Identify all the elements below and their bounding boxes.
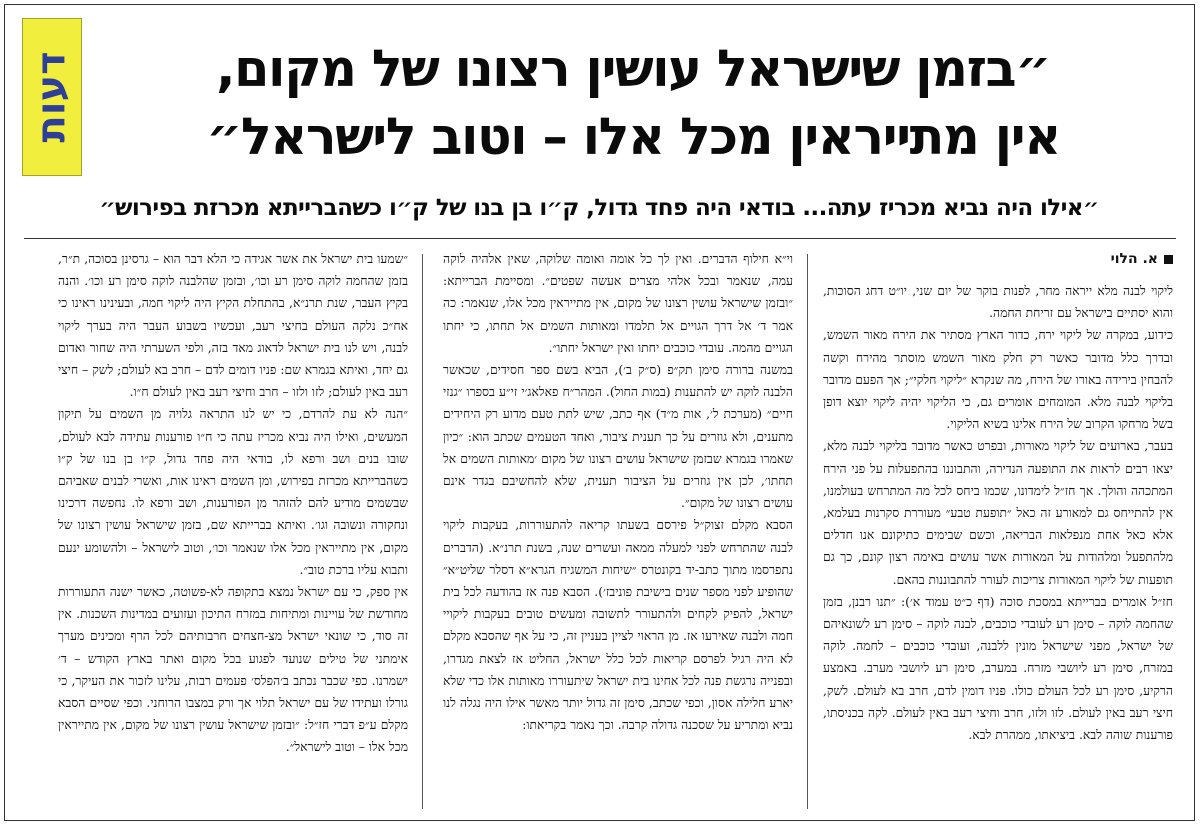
section-label: דעות bbox=[29, 51, 75, 143]
article-body bbox=[38, 248, 1173, 813]
paragraph: ״שמעו בית ישראל את אשר אגידה כי הלא דבר הוא – גרסינן בסוכה, ת״ר, בזמן שהחמה לוקה סימן רע וכו׳, ובזמן שהלבנה לוקה סימן רע וכו׳. והנה בקיץ העבר, שנת תרנ״א, בהתחלת הקיץ היה ליקוי חמה, ובעינינו ראינו כי אח״כ נלקה העולם בחיצי רעב, ועכשיו בשבוע העבר היה בערך ליקוי לבנה, ויש לנו בית ישראל לדאוג מאד בזה, ולפי השערתי היה שחור ואדום גם יחד, ואיתא בגמרא שם: פניו דומים לדם – חרב בא לעולם; לשק – חיצי רעב באין לעולם; לזו ולזו – חרב וחיצי רעב באין לעולם ח״ו. bbox=[58, 252, 408, 400]
section-label-tab bbox=[22, 18, 82, 176]
byline-author: א. הלוי bbox=[1110, 251, 1158, 267]
subheadline: ״אילו היה נביא מכריז עתה... בודאי היה פחד גדול, ק״ו בן בנו של ק״ו כשהברייתא מכרזת בפירוש״ bbox=[99, 195, 1099, 221]
headline-line-1: ״בזמן שישראל עושין רצונו של מקום, bbox=[216, 40, 1050, 99]
paragraph: בעבר, בארועים של ליקוי מאורות, ובפרט כאשר מדובר בליקוי לבנה מלא, יצאו רבים לראות את התופעה הנדירה, והתבוננו בהתפעלות על פני הירח המתכהה והולך. אך חז״ל לימדונו, שכמו ביחס לכל מה המתרחש בעולמנו, אין להתייחס גם למאורע זה כאל ״תופעת טבע״ מעוררת סקרנות בעלמא, אלא כאל אחת מנפלאות הבריאה, וכשם שבימים כתיקונם אנו חדלים מלהתפעל ומלהודות על המאורות אשר עושים באימה רצון קונם, כך גם תופעות של ליקוי המאורות צריכות לעורר להתבוננות בהאם. bbox=[823, 439, 1173, 587]
column-divider bbox=[807, 254, 808, 809]
subheadline-divider bbox=[24, 238, 1176, 239]
paragraph: במשנה ברורה סימן תק״פ (ס״ק ב׳), הביא בשם ספר חסידים, שכאשר הלבנה לוקה יש להתענות (במות החול). המהר״ח פאלאג׳י זי״ע בספרו ״גנזי חיים״ (מערכת ל׳, אות מ״ד) אף כתב, שיש לתת טעם מדוע רק היחידים מתענים, ולא גוזרים על כך תענית ציבור, ואחד הטעמים שכתב הוא: ״כיון שאמרו בגמרא שבזמן שישראל עושים רצונו של מקום ׳מאותות השמים אל תחתו׳, לכן אין גוזרים על הציבור תענית, שלא להחשיבם בגדר אינם עושים רצונו של מקום״. bbox=[443, 363, 793, 511]
headline bbox=[95, 36, 1171, 172]
paragraph: ליקוי לבנה מלא ייראה מחר, לפנות בוקר של יום שני, יו״ט דחג הסוכות, והוא יסתיים בישראל עם זריחת החמה. bbox=[823, 284, 1173, 321]
paragraph: וי״א חילוף הדברים. ואין לך כל אומה ואומה שלוקה, שאין אלהיה לוקה עמה, שנאמר ובכל אלהי מצרים אעשה שפטים״. ומסיימת הברייתא: ״ובזמן שישראל עושין רצונו של מקום, אין מתייראין מכל אלו, שנאמר: כה אמר ד׳ אל דרך הגויים אל תלמדו ומאותות השמים אל תחתו, כי יחתו הגויים מהמה. עובדי כוכבים יחתו ואין ישראל יחתו״. bbox=[443, 252, 793, 355]
paragraph: חז״ל אומרים בברייתא במסכת סוכה (דף כ״ט עמוד א׳): ״תנו רבנן, בזמן שהחמה לוקה – סימן רע לעובדי כוכבים, לבנה לוקה – סימן רע לשונאיהם של ישראל, מפני שישראל מונין ללבנה, ועובדי כוכבים – לחמה. לוקה במזרח, סימן רע ליושבי מזרח. במערב, סימן רע ליושבי מערב. באמצע הרקיע, סימן רע לכל העולם כולו. פניו דומין לדם, חרב בא לעולם. לשק, חיצי רעב באין לעולם. לזו ולזו, חרב וחיצי רעב באין לעולם. לקה בכניסתו, פורענות שוהה לבא. ביציאתו, ממהרת לבא. bbox=[823, 594, 1173, 743]
byline bbox=[823, 248, 1173, 270]
column-right bbox=[823, 248, 1173, 813]
byline-square-icon bbox=[1164, 255, 1173, 264]
headline-line-2: אין מתייראין מכל אלו – וטוב לישראל״ bbox=[206, 108, 1060, 167]
paragraph: הסבא מקלם זצוק״ל פירסם בשעתו קריאה להתעוררות, בעקבות ליקוי לבנה שהתרחש לפני למעלה ממאה ועשרים שנה, בשנת תרנ״א. (הדברים נתפרסמו מתוך כתב-יד בקונטרס ״שיחות המשגיח הגרא״א דסלר שליט״א״ שהופיע לפני מספר שנים בישיבת פוניבז׳). הסבא פנה אז בהודעה לכל בית ישראל, להפיק לקחים ולהתעורר לתשובה ומעשים טובים בעקבות ליקויי חמה ולבנה שאירעו אז. מן הראוי לציין בעניין זה, כי על אף שהסבא מקלם לא היה רגיל לפרסם קריאות לכל כלל ישראל, החליט אז לצאת מגדרו, ובפנייה נרגשת פנה לכל אחינו בית ישראל שיתעוררו מאותות אלו כדי שלא יארע חלילה אסון, וכפי שכתב, סימן זה גדול יותר מאשר אילו היה נגלה לנו נביא ומתריע על שסכנה גדולה קרבה. וכך נאמר בקריאתו: bbox=[443, 518, 793, 733]
column-middle bbox=[443, 248, 793, 813]
column-left bbox=[58, 248, 408, 813]
paragraph: אין ספק, כי עם ישראל נמצא בתקופה לא-פשוטה, כאשר ישנה התעוררות מחודשת של עויינות ומתיחות במזרח התיכון ועזועים במדינות השכנות. אין זה סוד, כי שונאי ישראל מצ-חצחים חרבותיהם לכל הרף ומכינים מערך אימתני של טילים שנועד לפגוע בכל מקום ואתר בארץ הקודש – ד׳ ישמרנו. כפי שכבר נכתב ב׳הפלס׳ פעמים רבות, עלינו לזכור את העיקר, כי גורלו ועתידו של עם ישראל תלוי אך ורק במצבו הרוחני. וכפי שסיים הסבא מקלם ע״פ דברי חז״ל: ״ובזמן שישראל עושין רצונו של מקום, אין מתייראין מכל אלו – וטוב לישראל״. bbox=[58, 585, 408, 755]
column-divider bbox=[422, 254, 423, 809]
paragraph: כידוע, במקרה של ליקוי ירח, כדור הארץ מסתיר את הירח מאור השמש, ובדרך כלל מדובר כאשר רק חלק מאור השמש מוסתר מהירח וקשה להבחין בירידה באורו של הירח, מה שנקרא ״ליקוי חלקי״; אך הפעם מדובר בליקוי לבנה מלא. המומחים אומרים גם, כי הליקוי יהיה ליקוי יוצא דופן בשל מרחקו הקרוב של הירח אלינו בשיא הליקוי. bbox=[823, 328, 1173, 432]
paragraph: ״הנה לא עת להרדם, כי יש לנו התראה גלויה מן השמים על תיקון המעשים, ואילו היה נביא מכריז עתה כי ח״ו פורענות עתידה לבא לעולם, שובו בנים ושב ורפא לו, בודאי היה פחד גדול, ק״ו בן בנו של ק״ו כשהברייתא מכרזת בפירוש, ומן השמים ראינו אות, ואשרי לבנים שאביהם שבשמים מודיע להם להזהר מן הפורענות, ושב ורפא לו. נחפשה דרכינו ונחקורה ונשובה וגו׳. ואיתא בברייתא שם, בזמן שישראל עושין רצונו של מקום, אין מתייראין מכל אלו שנאמר וכו׳, וטוב לישראל – ולהשומע ינעם ותבוא עליו ברכת טוב״. bbox=[58, 407, 408, 577]
